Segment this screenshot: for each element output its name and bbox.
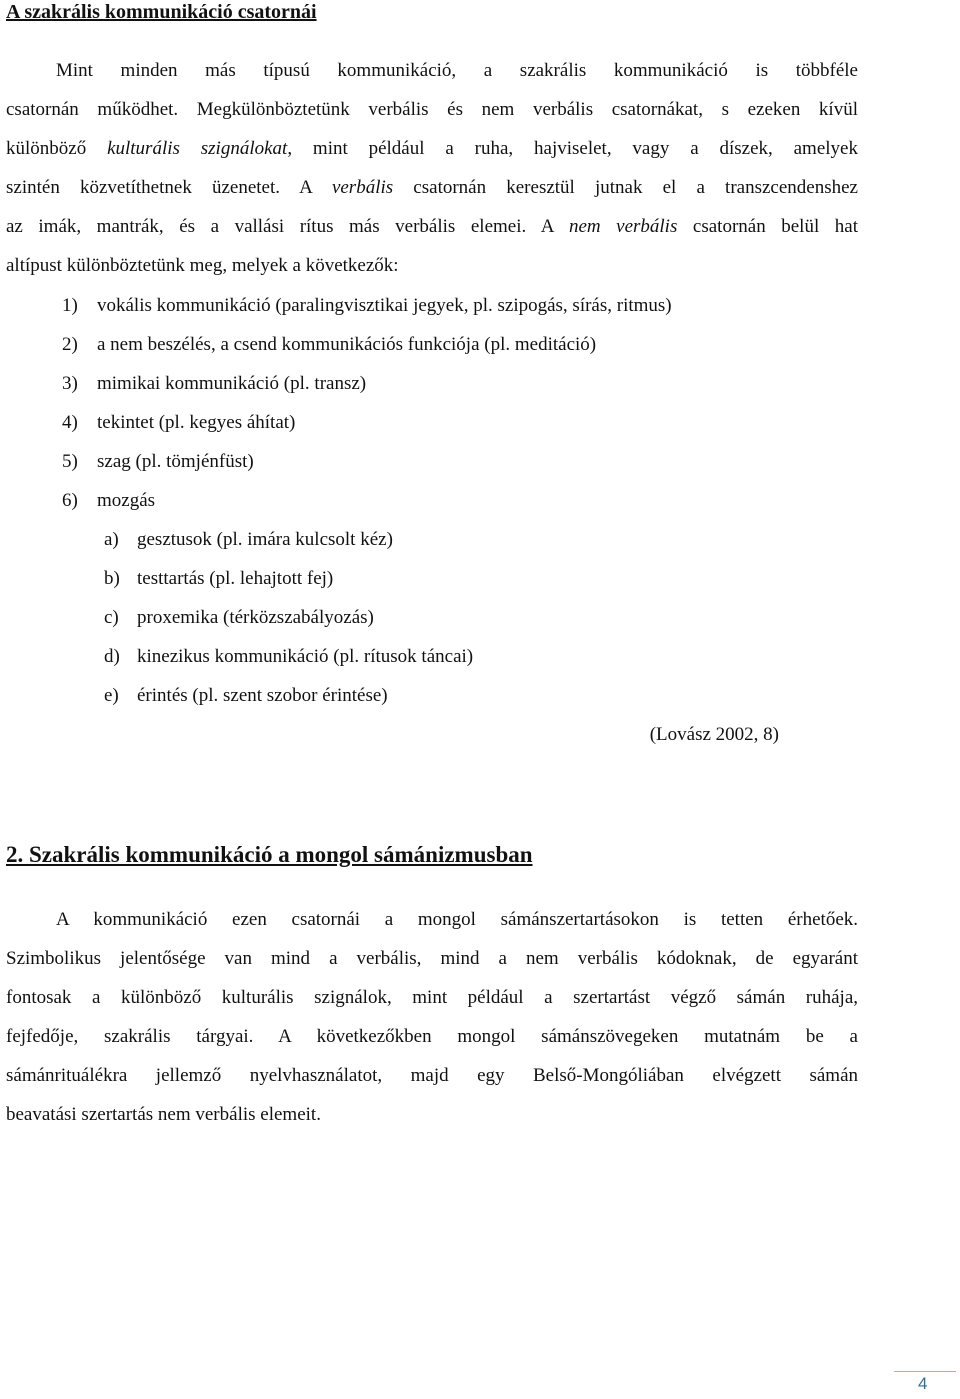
paragraph-line	[6, 98, 858, 122]
list-marker: 2)	[62, 334, 78, 355]
section-title: 2. Szakrális kommunikáció a mongol sámánizmusban	[6, 842, 533, 867]
list-item-text: a nem beszélés, a csend kommunikációs funkciója (pl. meditáció)	[97, 334, 597, 355]
list-item-text: testtartás (pl. lehajtott fej)	[137, 568, 334, 589]
text-run: csatornán keresztül jutnak el a transzcendenshez	[393, 177, 858, 198]
paragraph-line: sámánrituálékra jellemző nyelvhasználatot, majd egy Belső-Mongóliában elvégzett sámán	[6, 1065, 858, 1086]
text-run: az imák, mantrák, és a vallási rítus más verbális elemei. A	[6, 216, 569, 237]
list-marker: d)	[104, 646, 120, 667]
list-marker: 6)	[62, 490, 78, 511]
paragraph-line	[6, 215, 858, 239]
list-item	[62, 411, 295, 435]
paragraph-line	[6, 176, 858, 200]
text-run: altípust különböztetünk meg, melyek a következők:	[6, 255, 399, 276]
italic-term: kulturális szignálokat	[107, 138, 288, 159]
list-item-text: vokális kommunikáció (paralingvisztikai jegyek, pl. szipogás, sírás, ritmus)	[97, 295, 672, 316]
paragraph-line: fontosak a különböző kulturális szignálok, mint például a szertartást végző sámán ruhája,	[6, 987, 858, 1008]
list-marker: 5)	[62, 451, 78, 472]
list-item-text: tekintet (pl. kegyes áhítat)	[97, 412, 296, 433]
page-number: 4	[918, 1374, 928, 1393]
list-item-text: proxemika (térközszabályozás)	[137, 607, 374, 628]
list-item-text: gesztusok (pl. imára kulcsolt kéz)	[137, 529, 393, 550]
list-item-text: mozgás	[97, 490, 156, 511]
citation: (Lovász 2002, 8)	[649, 724, 779, 745]
list-item	[62, 294, 672, 318]
list-item-text: szag (pl. tömjénfüst)	[97, 451, 254, 472]
text-run: szintén közvetíthetnek üzenetet. A	[6, 177, 332, 198]
section-title: A szakrális kommunikáció csatornái	[6, 1, 317, 23]
list-marker: 4)	[62, 412, 78, 433]
paragraph-line: beavatási szertartás nem verbális elemeit.	[6, 1104, 321, 1125]
list-item-text: érintés (pl. szent szobor érintése)	[137, 685, 388, 706]
list-marker: 3)	[62, 373, 78, 394]
sublist-item	[104, 528, 393, 552]
italic-term: nem verbális	[568, 216, 678, 237]
list-item-text: mimikai kommunikáció (pl. transz)	[97, 373, 367, 394]
list-marker: e)	[104, 685, 119, 706]
footer-divider	[894, 1371, 956, 1372]
list-marker: a)	[104, 529, 119, 550]
italic-term: verbális	[331, 177, 394, 198]
paragraph-line: Szimbolikus jelentősége van mind a verbális, mind a nem verbális kódoknak, de egyaránt	[6, 948, 858, 969]
text-run: Mint minden más típusú kommunikáció, a szakrális kommunikáció is többféle	[56, 60, 858, 81]
sublist-item	[104, 606, 374, 630]
list-item	[62, 489, 155, 513]
text-run: csatornán belül hat	[677, 216, 858, 237]
sublist-item	[104, 645, 473, 669]
list-marker: b)	[104, 568, 120, 589]
list-item-text: kinezikus kommunikáció (pl. rítusok táncai)	[137, 646, 474, 667]
list-item	[62, 333, 596, 357]
list-marker: c)	[104, 607, 119, 628]
paragraph-line	[6, 254, 858, 278]
paragraph-line	[56, 59, 858, 83]
text-run: csatornán működhet. Megkülönböztetünk verbális és nem verbális csatornákat, s ezeken kívül	[6, 99, 858, 120]
sublist-item	[104, 684, 388, 708]
paragraph-line	[6, 137, 858, 161]
paragraph-line: fejfedője, szakrális tárgyai. A következőkben mongol sámánszövegeken mutatnám be a	[6, 1026, 858, 1047]
list-item	[62, 372, 366, 396]
paragraph-line: A kommunikáció ezen csatornái a mongol sámánszertartásokon is tetten érhetőek.	[56, 909, 858, 930]
text-run: különböző	[6, 138, 108, 159]
text-run: , mint például a ruha, hajviselet, vagy a díszek, amelyek	[287, 138, 858, 159]
list-item	[62, 450, 254, 474]
list-marker: 1)	[62, 295, 78, 316]
sublist-item	[104, 567, 333, 591]
